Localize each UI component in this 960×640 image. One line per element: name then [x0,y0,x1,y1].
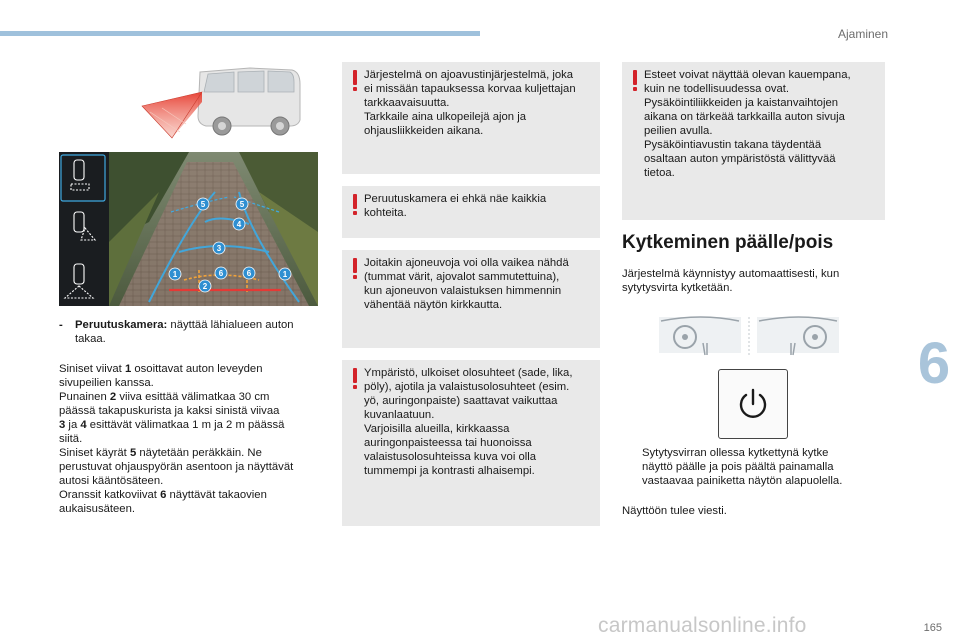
text-line: Ympäristö, ulkoiset olosuhteet (sade, lika, [364,367,573,379]
text-line: kuvanlaatuun. [364,409,435,421]
text-line: 3 ja 4 esittävät välimatkaa 1 m ja 2 m päässä [59,419,285,431]
text-line: Punainen 2 viiva esittää välimatkaa 30 cm [59,391,270,403]
warning-box-3 [342,250,600,348]
page-number: 165 [923,622,942,634]
text-line: perustuvat ohjauspyörän asentoon ja näyttävät [59,461,294,473]
text-line: aukaisusäteen. [59,503,135,515]
warning-icon [352,368,358,390]
guide-marker-label: 1 [172,270,178,279]
guide-marker-label: 6 [218,269,224,278]
section-heading: Kytkeminen päälle/pois [622,232,834,253]
watermark: carmanualsonline.info [598,614,807,637]
text-line: sivupeilien kanssa. [59,377,154,389]
text-line: ei missään tapauksessa korvaa kuljettajan [364,83,576,95]
warning-icon [352,70,358,92]
text-line: Esteet voivat näyttää olevan kauempana, [644,69,851,81]
text-line: Pysäköintiliikkeiden ja kaistanvaihtojen [644,97,839,109]
dashboard-steering-illustration [657,313,841,361]
bullet-text-cont: takaa. [75,333,106,345]
text-line: Joitakin ajoneuvoja voi olla vaikea nähdä [364,257,569,269]
steering-wheel-left-icon [659,317,741,355]
guide-marker-label: 2 [202,282,208,291]
text-line: autosi kääntösäteen. [59,475,164,487]
warning-box-5 [622,62,885,220]
camera-mode-sidebar [59,152,109,306]
header-accent-bar [0,31,480,36]
warning-text-5 [644,68,879,180]
text-line: siitä. [59,433,83,445]
text-line: ohjausliikkeiden aikana. [364,125,484,137]
text-line: yö, auringonpaiste) saattavat vaikuttaa [364,395,558,407]
text-line: Peruutuskamera ei ehkä näe kaikkia [364,193,547,205]
text-line: valaistusolosuhteissa kuva voi olla [364,451,537,463]
side-view-icon [74,212,95,240]
text-line: kohteita. [364,207,407,219]
text-line: kun ajoneuvon valaistuksen himmennin [364,285,562,297]
camera-power-button[interactable] [718,369,788,439]
text-line: sytytysvirta kytketään. [622,282,733,294]
text-line: Tarkkaile aina ulkopeilejä ajon ja [364,111,527,123]
text-line: Varjoisilla alueilla, kirkkaassa [364,423,510,435]
intro-paragraph [622,267,888,295]
power-instruction [622,446,888,488]
car-camera-illustration [140,62,302,140]
warning-box-4 [342,360,600,526]
text-line: Siniset viivat 1 osoittavat auton leveyden [59,363,263,375]
rear-camera-view [59,152,318,306]
text-line: näyttö päälle ja pois päältä painamalla [642,461,834,473]
text-line: vähentää näytön kirkkautta. [364,299,503,311]
guide-marker-label: 3 [216,244,222,253]
text-line: tummempi ja kontrasti alhaisempi. [364,465,535,477]
chapter-tab [908,330,960,398]
power-icon [734,385,772,423]
rear-view-icon [65,264,93,298]
text-line: Järjestelmä käynnistyy automaattisesti, kun [622,268,840,280]
warning-box-1 [342,62,600,174]
top-view-icon [71,160,89,190]
bullet-label: Peruutuskamera: [75,319,168,331]
guide-lines-description [59,362,321,516]
text-line: Järjestelmä on ajoavustinjärjestelmä, joka [364,69,574,81]
warning-text-1 [364,68,594,138]
warning-text-2 [364,192,594,220]
text-line: Pysäköintiavustin takana täydentää [644,139,822,151]
text-line: vastaavaa painiketta näytön alapuolella. [642,475,843,487]
warning-box-2 [342,186,600,238]
camera-scene [109,152,318,306]
warning-icon [632,70,638,92]
text-line: päässä takapuskurista ja kaksi sinistä viivaa [59,405,280,417]
warning-text-4 [364,366,594,478]
closing-paragraph: Näyttöön tulee viesti. [622,505,727,517]
guide-marker-label: 4 [236,220,242,229]
text-line: kuin ne todellisuudessa ovat. [644,83,790,95]
warning-icon [352,258,358,280]
text-line: aikana on tärkeää tarkkailla auton sivuja [644,111,845,123]
text-line: peilien avulla. [644,125,713,137]
guide-marker-label: 5 [200,200,206,209]
steering-wheel-right-icon [757,317,839,355]
text-line: osaltaan auton ympäristöstä välittyvää [644,153,836,165]
warning-text-3 [364,256,594,312]
section-title: Ajaminen [838,27,889,41]
camera-bullet [59,318,321,346]
guide-marker-label: 5 [239,200,245,209]
chapter-number: 6 [917,331,951,396]
text-line: Sytytysvirran ollessa kytkettynä kytke [642,447,829,459]
bullet-dash: - [59,319,63,331]
text-line: auringonpaisteessa tai huonoissa [364,437,532,449]
warning-icon [352,194,358,216]
text-line: tietoa. [644,167,675,179]
guide-marker-label: 6 [246,269,252,278]
bullet-text: näyttää lähialueen auton [167,319,294,331]
text-line: tarkkaavaisuutta. [364,97,450,109]
text-line: Oranssit katkoviivat 6 näyttävät takaovien [59,489,267,501]
text-line: pöly), ajotila ja valaistusolosuhteet (esim. [364,381,570,393]
text-line: (tummat värit, ajovalot sammutettuina), [364,271,560,283]
guide-marker-label: 1 [282,270,288,279]
text-line: Siniset käyrät 5 näytetään peräkkäin. Ne [59,447,262,459]
